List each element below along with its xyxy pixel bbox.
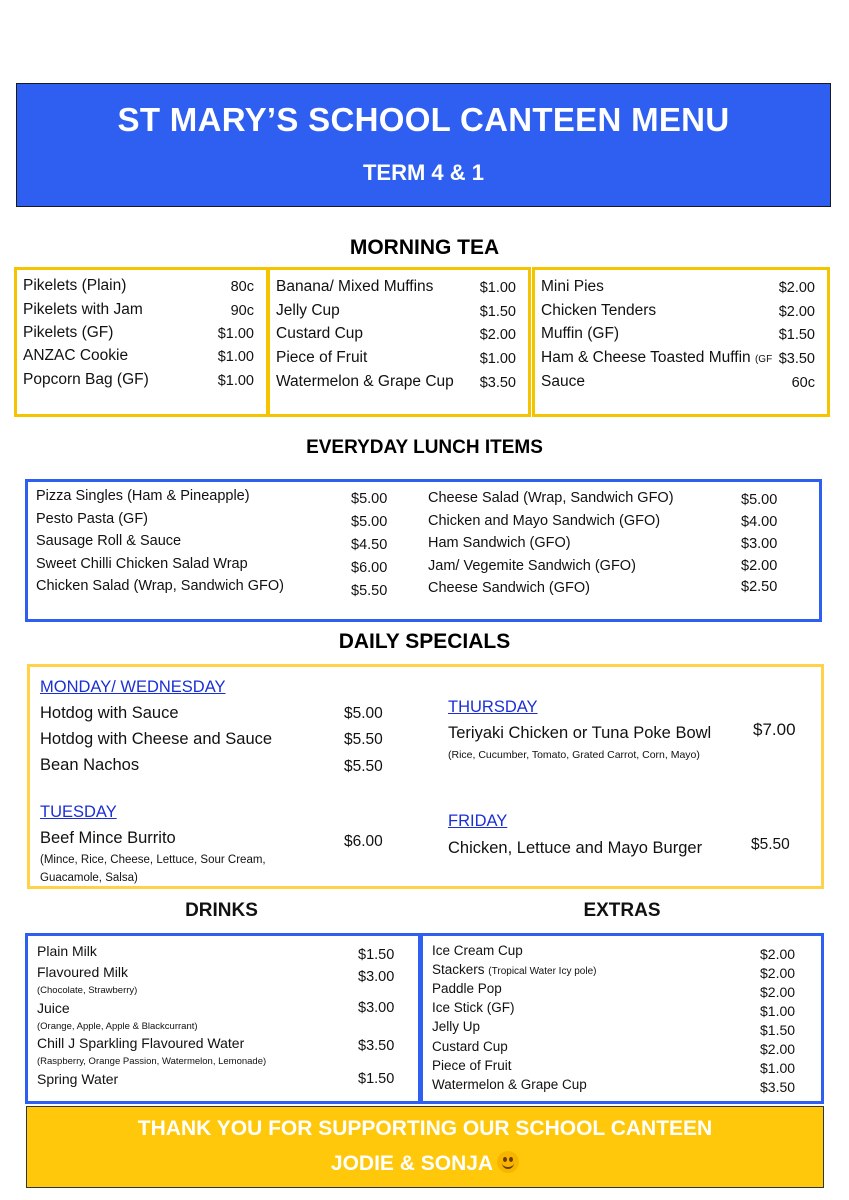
smiling-face-icon (497, 1151, 519, 1173)
menu-header (16, 83, 831, 207)
thank-you-banner (26, 1106, 824, 1188)
specials-title: DAILY SPECIALS (338, 630, 511, 653)
price: $5.50 (344, 731, 383, 748)
list-item: Spring Water (37, 1071, 119, 1087)
list-item: Beef Mince Burrito (40, 829, 176, 847)
price: $1.00 (760, 1060, 796, 1076)
item-description: (Rice, Cucumber, Tomato, Grated Carrot, Corn, Mayo) (448, 749, 700, 761)
list-item: Hotdog with Sauce (40, 704, 179, 722)
price: $7.00 (753, 720, 796, 739)
list-item: Chicken Tenders $2.00 (541, 302, 815, 320)
price: $5.50 (344, 758, 383, 775)
list-item: Jelly Cup $1.50 (276, 302, 516, 320)
list-item: Ice Stick (GF) (432, 1000, 515, 1015)
item-description: (Mince, Rice, Cheese, Lettuce, Sour Cream, Guacamole, Salsa) (40, 854, 266, 884)
list-item: Sausage Roll & Sauce (36, 533, 182, 549)
price: $2.00 (760, 946, 796, 962)
drinks-box (25, 933, 421, 1104)
list-item: Chill J Sparkling Flavoured Water (37, 1035, 245, 1051)
item-description: (Orange, Apple, Apple & Blackcurrant) (37, 1021, 198, 1032)
list-item: Muffin (GF) $1.50 (541, 325, 815, 343)
price: $5.00 (741, 492, 778, 508)
list-item: Custard Cup $2.00 (276, 325, 516, 343)
price: $1.50 (358, 1071, 395, 1087)
price: $5.50 (751, 836, 790, 853)
list-item: Pikelets (GF) $1.00 (23, 324, 254, 342)
list-item: Cheese Sandwich (GFO) (428, 580, 590, 596)
morning-tea-col-1 (14, 267, 269, 417)
list-item: Pikelets (Plain) 80c (23, 277, 254, 295)
list-item: Mini Pies $2.00 (541, 278, 815, 296)
price: $2.00 (741, 558, 778, 574)
price: $1.00 (760, 1003, 796, 1019)
list-item: Chicken and Mayo Sandwich (GFO) (428, 513, 661, 529)
list-item: Jelly Up (432, 1019, 481, 1034)
list-item: Chicken, Lettuce and Mayo Burger (448, 839, 703, 857)
list-item: Teriyaki Chicken or Tuna Poke Bowl (448, 724, 712, 742)
list-item: Chicken Salad (Wrap, Sandwich GFO) (36, 578, 284, 594)
extras-title: EXTRAS (583, 900, 661, 921)
menu-term: TERM 4 & 1 (362, 160, 485, 185)
day-tuesday: TUESDAY (40, 803, 117, 821)
list-item: Watermelon & Grape Cup (432, 1077, 587, 1092)
list-item: Sauce 60c (541, 373, 815, 391)
signature-line: JODIE & SONJA (27, 1151, 823, 1176)
price: $2.00 (760, 1041, 796, 1057)
list-item: Ice Cream Cup (432, 943, 523, 958)
day-thursday: THURSDAY (448, 698, 538, 716)
price: $3.00 (741, 536, 778, 552)
price: $5.00 (351, 514, 388, 530)
price: $3.50 (358, 1038, 395, 1054)
list-item: Sweet Chilli Chicken Salad Wrap (36, 556, 248, 572)
day-friday: FRIDAY (448, 812, 508, 830)
specials-box (27, 664, 824, 889)
price: $6.00 (344, 833, 383, 850)
list-item: Stackers (Tropical Water Icy pole) (432, 962, 597, 977)
list-item: Ham & Cheese Toasted Muffin (GF $3.50 (541, 349, 815, 367)
price: $3.00 (358, 1000, 395, 1016)
thank-you-text: THANK YOU FOR SUPPORTING OUR SCHOOL CANTEEN (137, 1117, 713, 1140)
price: $4.50 (351, 537, 388, 553)
price: $1.50 (358, 947, 395, 963)
list-item: Juice (37, 1000, 70, 1016)
list-item: Hotdog with Cheese and Sauce (40, 730, 273, 748)
morning-tea-title: MORNING TEA (349, 236, 500, 259)
list-item: Piece of Fruit (432, 1058, 512, 1073)
price: $2.50 (741, 579, 778, 595)
price: $5.50 (351, 583, 388, 599)
item-description: (Chocolate, Strawberry) (37, 985, 138, 996)
list-item: Pikelets with Jam 90c (23, 301, 254, 319)
lunch-title: EVERYDAY LUNCH ITEMS (306, 437, 543, 458)
list-item: Bean Nachos (40, 756, 140, 774)
list-item: Popcorn Bag (GF) $1.00 (23, 371, 254, 389)
list-item: Paddle Pop (432, 981, 502, 996)
list-item: Cheese Salad (Wrap, Sandwich GFO) (428, 490, 674, 506)
list-item: Banana/ Mixed Muffins $1.00 (276, 278, 516, 296)
price: $2.00 (760, 984, 796, 1000)
drinks-title: DRINKS (185, 900, 258, 921)
price: $3.00 (358, 969, 395, 985)
price: $6.00 (351, 560, 388, 576)
price: $5.00 (351, 491, 388, 507)
price: $3.50 (760, 1079, 796, 1095)
list-item: Pesto Pasta (GF) (36, 511, 149, 527)
list-item: Piece of Fruit $1.00 (276, 349, 516, 367)
price: $5.00 (344, 705, 383, 722)
menu-title: ST MARY’S SCHOOL CANTEEN MENU (117, 101, 730, 138)
price: $1.50 (760, 1022, 796, 1038)
list-item: Flavoured Milk (37, 964, 129, 980)
list-item: Jam/ Vegemite Sandwich (GFO) (428, 558, 636, 574)
list-item: ANZAC Cookie $1.00 (23, 347, 254, 365)
list-item: Custard Cup (432, 1039, 508, 1054)
day-monday-wednesday: MONDAY/ WEDNESDAY (40, 678, 226, 696)
morning-tea-col-2 (267, 267, 531, 417)
list-item: Watermelon & Grape Cup $3.50 (276, 373, 516, 391)
morning-tea-col-3 (532, 267, 830, 417)
price: $2.00 (760, 965, 796, 981)
list-item: Pizza Singles (Ham & Pineapple) (36, 488, 250, 504)
extras-box (420, 933, 824, 1104)
list-item: Plain Milk (37, 943, 97, 959)
item-description: (Raspberry, Orange Passion, Watermelon, Lemonade) (37, 1056, 267, 1067)
list-item: Ham Sandwich (GFO) (428, 535, 571, 551)
lunch-box (25, 479, 822, 622)
price: $4.00 (741, 514, 778, 530)
